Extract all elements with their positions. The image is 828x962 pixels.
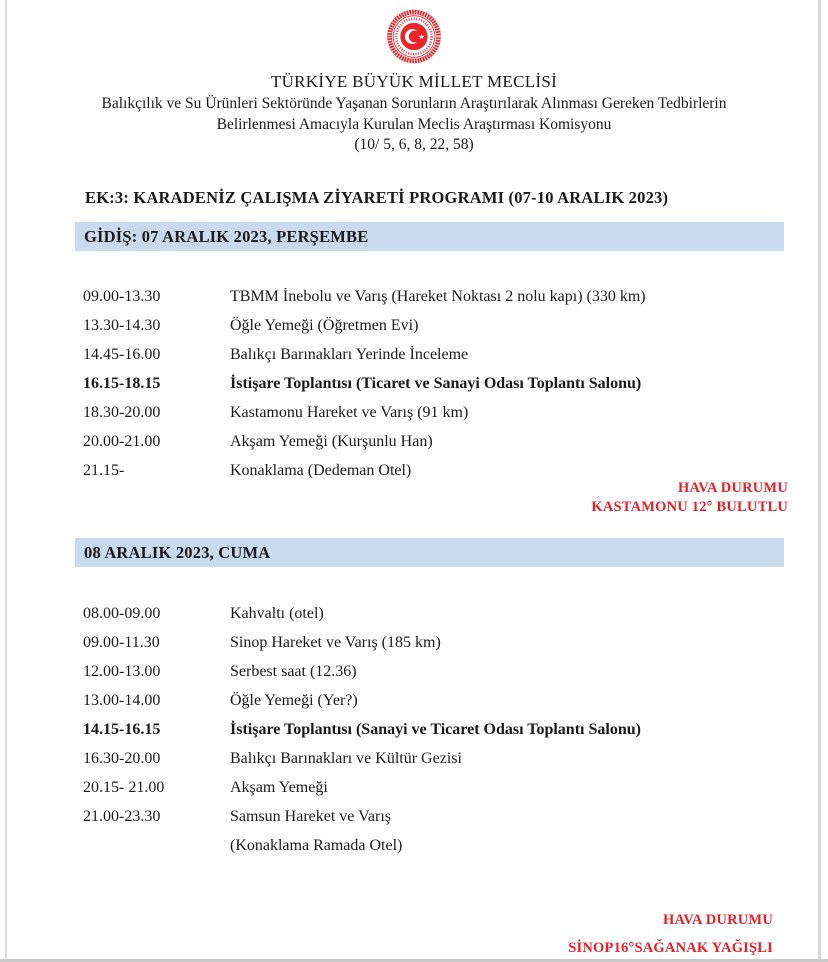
activity: İstişare Toplantısı (Ticaret ve Sanayi Odası Toplantı Salonu) (230, 375, 642, 392)
schedule-row (75, 427, 784, 456)
weather-detail: SİNOP16°SAĞANAK YAĞIŞLI (568, 940, 773, 956)
svg-text:★: ★ (418, 34, 425, 42)
activity: Konaklama (Dedeman Otel) (230, 462, 412, 479)
activity: Balıkçı Barınakları ve Kültür Gezisi (230, 750, 462, 767)
activity: İstişare Toplantısı (Sanayi ve Ticaret Odası Toplantı Salonu) (230, 721, 641, 738)
time-range: 09.00-13.30 (83, 288, 161, 305)
time-range: 20.00-21.00 (83, 433, 161, 450)
file-numbers: (10/ 5, 6, 8, 22, 58) (354, 136, 474, 153)
time-range: 09.00-11.30 (83, 634, 160, 651)
time-range: 21.15- (83, 462, 125, 479)
activity: Öğle Yemeği (Öğretmen Evi) (230, 317, 419, 334)
time-range: 18.30-20.00 (83, 404, 161, 421)
activity: Balıkçı Barınakları Yerinde İnceleme (230, 346, 469, 363)
activity: Serbest saat (12.36) (230, 663, 357, 680)
schedule-row (75, 686, 784, 715)
schedule-row (75, 340, 784, 369)
activity: Sinop Hareket ve Varış (185 km) (230, 634, 441, 651)
activity: (Konaklama Ramada Otel) (230, 837, 403, 854)
time-range: 16.30-20.00 (83, 750, 161, 767)
schedule-row (75, 744, 784, 773)
time-range: 14.15-16.15 (83, 721, 161, 738)
schedule-row-highlighted (75, 715, 784, 744)
schedule-day2 (75, 599, 784, 860)
activity: Akşam Yemeği (230, 779, 328, 796)
schedule-row (75, 282, 784, 311)
weather-detail: KASTAMONU 12° BULUTLU (591, 499, 788, 515)
schedule-row (75, 599, 784, 628)
weather-title: HAVA DURUMU (677, 480, 788, 496)
section-heading-day1: GİDİŞ: 07 ARALIK 2023, PERŞEMBE (75, 222, 784, 251)
time-range: 14.45-16.00 (83, 346, 161, 363)
time-range: 16.15-18.15 (83, 375, 161, 392)
org-title: TÜRKİYE BÜYÜK MİLLET MECLİSİ (270, 72, 558, 91)
time-range: 20.15- 21.00 (83, 779, 165, 796)
tbmm-emblem-icon (386, 8, 443, 65)
activity: Öğle Yemeği (Yer?) (230, 692, 358, 709)
weather-note-day2 (568, 906, 773, 962)
time-range: 08.00-09.00 (83, 605, 161, 622)
schedule-day1 (75, 282, 784, 485)
time-range: 13.00-14.00 (83, 692, 161, 709)
activity: Kastamonu Hareket ve Varış (91 km) (230, 404, 469, 421)
time-range: 13.30-14.30 (83, 317, 161, 334)
program-title: EK:3: KARADENİZ ÇALIŞMA ZİYARETİ PROGRAMI (07-10 ARALIK 2023) (85, 188, 669, 207)
document-header (0, 70, 828, 156)
activity: Samsun Hareket ve Varış (230, 808, 391, 825)
time-range: 21.00-23.30 (83, 808, 161, 825)
time-range (83, 831, 230, 860)
schedule-row (75, 773, 784, 802)
schedule-row (75, 311, 784, 340)
activity: Kahvaltı (otel) (230, 605, 324, 622)
weather-note-day1 (591, 479, 788, 517)
time-range: 12.00-13.00 (83, 663, 161, 680)
schedule-row (75, 398, 784, 427)
weather-title: HAVA DURUMU (662, 912, 773, 928)
activity: Akşam Yemeği (Kurşunlu Han) (230, 433, 433, 450)
schedule-row (75, 831, 784, 860)
activity: TBMM İnebolu ve Varış (Hareket Noktası 2 nolu kapı) (330 km) (230, 288, 646, 305)
schedule-row (75, 657, 784, 686)
schedule-row (75, 802, 784, 831)
section-heading-day2: 08 ARALIK 2023, CUMA (75, 538, 784, 567)
commission-subtitle-line1: Balıkçılık ve Su Ürünleri Sektöründe Yaşanan Sorunların Araştırılarak Alınması Gereken Tedbirlerin (101, 95, 727, 112)
schedule-row-highlighted (75, 369, 784, 398)
commission-subtitle-line2: Belirlenmesi Amacıyla Kurulan Meclis Araştırması Komisyonu (216, 115, 612, 133)
schedule-row (75, 628, 784, 657)
